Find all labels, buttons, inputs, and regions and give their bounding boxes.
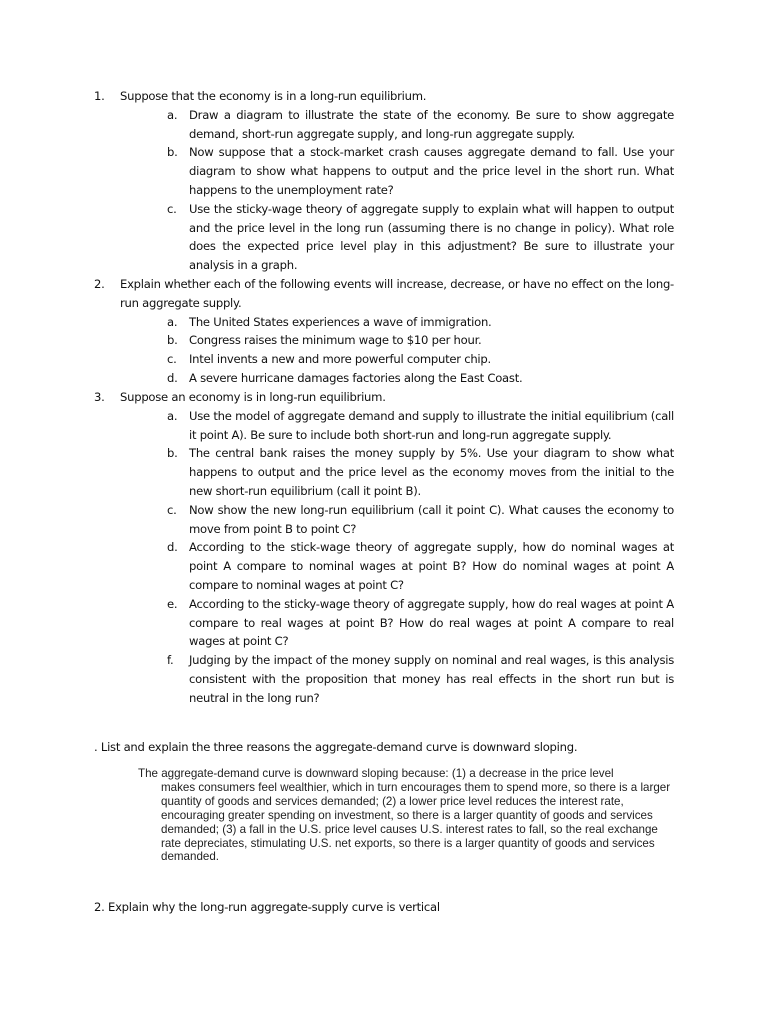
question-number: 2.: [94, 277, 105, 291]
answer-paragraph: [138, 767, 678, 864]
sub-text: According to the stick-wage theory of aggregate supply, how do nominal wages at point A compare to nominal wages at point B? How do nominal wages at point A compare to nominal wages at point C?: [189, 540, 674, 592]
question-text: Suppose an economy is in long-run equilibrium.: [120, 390, 386, 404]
sub-letter: a.: [167, 314, 178, 329]
answer-first-line: The aggregate-demand curve is downward sloping because: (1) a decrease in the price level: [138, 767, 614, 780]
vertical-question: 2. Explain why the long-run aggregate-supply curve is vertical: [94, 900, 440, 914]
question-3e: [0, 595, 768, 651]
question-3c: [0, 501, 768, 539]
question-1c: [0, 200, 768, 275]
sub-text: Judging by the impact of the money supply on nominal and real wages, is this analysis consistent with the proposition that money has real effects in the short run but is neutral in the long run?: [189, 653, 674, 705]
question-3b: [0, 444, 768, 500]
question-2: [0, 275, 768, 388]
sub-letter: f.: [167, 653, 174, 668]
sub-text: Now show the new long-run equilibrium (call it point C). What causes the economy to move from point B to point C?: [189, 502, 674, 536]
sub-text: A severe hurricane damages factories along the East Coast.: [189, 370, 523, 385]
sub-text: Now suppose that a stock-market crash causes aggregate demand to fall. Use your diagram to show what happens to output and the price level in the short run. What happens to the unemployment rate?: [189, 145, 674, 197]
question-2b: [0, 331, 768, 350]
sub-text: According to the sticky-wage theory of aggregate supply, how do real wages at point A compare to real wages at point B? How do real wages at point A compare to real wages at point C?: [189, 596, 674, 649]
answer-body: makes consumers feel wealthier, which in turn encourages them to spend more, so there is a larger quantity of goods and services demanded; (2) a lower price level reduces the interest rate, encouraging greater spending on investment, so there is a larger quantity of goods and services demanded; (3) a fall in the U.S. price level causes U.S. interest rates to fall, so the real exchange rate depreciates, stimulating U.S. net exports, so there is a larger quantity of goods and services demanded.: [161, 780, 671, 864]
question-text: Suppose that the economy is in a long-run equilibrium.: [120, 89, 427, 103]
sub-text: The central bank raises the money supply by 5%. Use your diagram to show what happens to output and the price level as the economy moves from the initial to the new short-run equilibrium (call it point B).: [189, 446, 674, 498]
question-3a: [0, 407, 768, 445]
list-question: . List and explain the three reasons the aggregate-demand curve is downward sloping.: [94, 740, 578, 754]
sub-letter: c.: [167, 352, 177, 367]
question-3-stem: [0, 388, 768, 407]
question-3d: [0, 538, 768, 594]
question-2a: [0, 313, 768, 332]
sub-letter: b.: [167, 333, 178, 348]
question-3: [0, 388, 768, 708]
question-2c: [0, 350, 768, 369]
question-number: 3.: [94, 390, 105, 404]
question-1b: [0, 143, 768, 199]
sub-letter: d.: [167, 370, 178, 385]
sub-letter: a.: [167, 408, 178, 423]
question-1: [0, 87, 768, 275]
sub-letter: c.: [167, 502, 177, 517]
question-number: 1.: [94, 89, 105, 103]
sub-letter: a.: [167, 107, 178, 122]
sub-text: Use the model of aggregate demand and supply to illustrate the initial equilibrium (call it point A). Be sure to include both short-run and long-run aggregate supply.: [189, 408, 674, 442]
sub-text: Draw a diagram to illustrate the state of the economy. Be sure to show aggregate demand, short-run aggregate supply, and long-run aggregate supply.: [189, 107, 674, 141]
question-1a: [0, 106, 768, 144]
sub-letter: b.: [167, 145, 178, 160]
sub-letter: c.: [167, 201, 177, 216]
sub-text: Use the sticky-wage theory of aggregate supply to explain what will happen to output and the price level in the long run (assuming there is no change in policy). What role does the expected price level play in this adjustment? Be sure to illustrate your analysis in a graph.: [189, 201, 674, 273]
sub-text: Intel invents a new and more powerful computer chip.: [189, 352, 491, 367]
question-2d: [0, 369, 768, 388]
sub-letter: d.: [167, 540, 178, 555]
sub-text: Congress raises the minimum wage to $10 per hour.: [189, 333, 482, 348]
question-text: Explain whether each of the following events will increase, decrease, or have no effect on the long-run aggregate supply.: [120, 277, 674, 310]
question-2-stem: [0, 275, 768, 313]
sub-letter: e.: [167, 596, 178, 611]
sub-letter: b.: [167, 446, 178, 461]
question-1-stem: [0, 87, 768, 106]
sub-text: The United States experiences a wave of immigration.: [189, 314, 492, 329]
question-3f: [0, 651, 768, 707]
